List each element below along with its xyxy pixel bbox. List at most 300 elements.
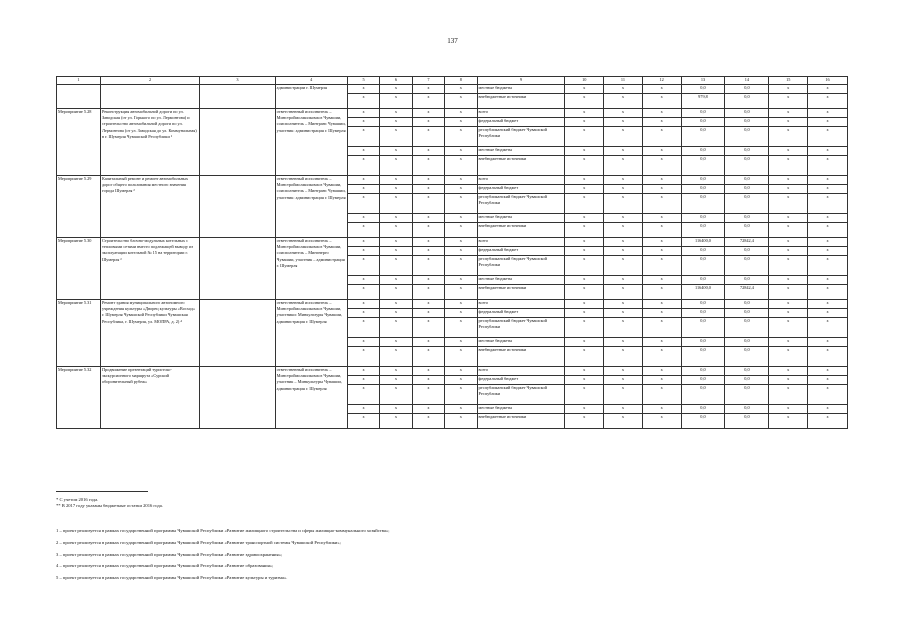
value-cell: х [380, 118, 412, 127]
funding-source: внебюджетные источники [477, 223, 565, 238]
value-cell: х [445, 238, 477, 247]
value-cell: х [604, 214, 643, 223]
value-cell: х [347, 338, 379, 347]
funding-source: всего [477, 109, 565, 118]
value-cell: х [445, 367, 477, 376]
value-cell: х [412, 176, 444, 185]
header-cell: 6 [380, 77, 412, 85]
value-cell: х [412, 127, 444, 147]
value-cell: х [347, 300, 379, 309]
footnote-rule [56, 491, 148, 492]
value-cell: х [642, 127, 681, 147]
measure-col4: ответственный исполнитель – Минстроймолжилкомхоз Чувашии, соисполнитель – Минтранс Чувашии, участник: администрация г. Шумерля [275, 176, 347, 238]
measure-col1: Мероприятие 5.31 [57, 300, 101, 367]
value-cell: х [642, 147, 681, 156]
measure-col4: администрации г. Шумерля [275, 85, 347, 109]
value-cell: х [604, 367, 643, 376]
value-cell: х [445, 109, 477, 118]
value-cell: х [380, 156, 412, 176]
value-cell: х [412, 109, 444, 118]
value-cell: х [808, 300, 848, 309]
value-cell: х [604, 414, 643, 429]
measure-col4: ответственный исполнитель – Минстроймолжилкомхоз Чувашии, соисполнитель – Минэнерго Чувашии, участник – администрация г. Шумерля [275, 238, 347, 300]
value-cell: х [642, 414, 681, 429]
value-cell: х [347, 94, 379, 109]
value-cell: х [412, 194, 444, 214]
value-cell: х [642, 118, 681, 127]
value-cell: х [445, 118, 477, 127]
value-cell: х [347, 276, 379, 285]
value-cell: х [769, 94, 808, 109]
value-cell: 0,0 [725, 405, 769, 414]
value-cell: х [565, 276, 604, 285]
value-cell: 0,0 [681, 309, 725, 318]
value-cell: х [604, 256, 643, 276]
value-cell: х [769, 109, 808, 118]
value-cell: х [642, 247, 681, 256]
funding-source: всего [477, 176, 565, 185]
value-cell: 0,0 [681, 109, 725, 118]
value-cell: х [604, 85, 643, 94]
value-cell: 0,0 [725, 214, 769, 223]
value-cell: 116400,0 [681, 285, 725, 300]
header-row [57, 77, 848, 85]
value-cell: х [769, 285, 808, 300]
value-cell: х [412, 309, 444, 318]
funding-source: местные бюджеты [477, 85, 565, 94]
value-cell: х [380, 300, 412, 309]
value-cell: х [412, 118, 444, 127]
value-cell: х [445, 176, 477, 185]
value-cell: х [380, 318, 412, 338]
value-cell: х [808, 118, 848, 127]
value-cell: х [642, 405, 681, 414]
value-cell: х [445, 256, 477, 276]
value-cell: х [445, 247, 477, 256]
value-cell: 979,8 [681, 94, 725, 109]
value-cell: х [412, 256, 444, 276]
value-cell: х [380, 309, 412, 318]
value-cell: х [565, 318, 604, 338]
value-cell: х [808, 376, 848, 385]
value-cell: х [604, 238, 643, 247]
value-cell: х [380, 94, 412, 109]
measure-col3 [200, 300, 275, 367]
value-cell: х [642, 256, 681, 276]
funding-source: внебюджетные источники [477, 285, 565, 300]
value-cell: х [642, 285, 681, 300]
table-row [57, 238, 848, 247]
value-cell: х [347, 309, 379, 318]
value-cell: х [808, 223, 848, 238]
value-cell: х [808, 309, 848, 318]
value-cell: х [412, 276, 444, 285]
funding-source: местные бюджеты [477, 405, 565, 414]
value-cell: х [565, 147, 604, 156]
value-cell: х [604, 247, 643, 256]
measure-col4: ответственный исполнитель – Минстроймолжилкомхоз Чувашии, соисполнитель – Минтранс Чувашии, участник: администрация г. Шумерля [275, 109, 347, 176]
value-cell: х [565, 214, 604, 223]
value-cell: х [642, 176, 681, 185]
funding-source: внебюджетные источники [477, 156, 565, 176]
funding-source: республиканский бюджет Чувашской Республики [477, 385, 565, 405]
value-cell: х [769, 147, 808, 156]
value-cell: 0,0 [681, 223, 725, 238]
value-cell: х [565, 347, 604, 367]
header-cell: 12 [642, 77, 681, 85]
value-cell: х [380, 338, 412, 347]
value-cell: х [769, 85, 808, 94]
value-cell: х [604, 156, 643, 176]
measure-col3 [200, 367, 275, 429]
value-cell: х [347, 285, 379, 300]
header-cell: 7 [412, 77, 444, 85]
value-cell: 0,0 [681, 338, 725, 347]
budget-table [56, 76, 848, 429]
value-cell: х [412, 147, 444, 156]
measure-col1: Мероприятие 5.32 [57, 367, 101, 429]
value-cell: х [604, 176, 643, 185]
value-cell: х [642, 223, 681, 238]
measure-col1: Мероприятие 5.30 [57, 238, 101, 300]
value-cell: х [347, 367, 379, 376]
value-cell: х [412, 385, 444, 405]
value-cell: х [347, 318, 379, 338]
value-cell: х [412, 405, 444, 414]
value-cell: х [412, 367, 444, 376]
funding-source: внебюджетные источники [477, 94, 565, 109]
value-cell: х [445, 156, 477, 176]
value-cell: х [604, 94, 643, 109]
value-cell: х [642, 238, 681, 247]
value-cell: х [380, 347, 412, 367]
program-note: 1 – проект реализуется в рамках государственной программы Чувашской Республики «Развитие жилищного строительства и сферы жилищно-коммунального хозяйства»; [56, 528, 390, 533]
funding-source: федеральный бюджет [477, 247, 565, 256]
value-cell: х [445, 223, 477, 238]
funding-source: федеральный бюджет [477, 185, 565, 194]
header-cell: 10 [565, 77, 604, 85]
value-cell: х [769, 318, 808, 338]
footnote: ** В 2017 году указаны бюджетные остатки 2016 года. [56, 503, 163, 508]
value-cell: х [445, 127, 477, 147]
value-cell: х [380, 367, 412, 376]
measure-col2: Строительство блочно-модульных котельных с тепловыми сетями вместо подлежащей выводу из эксплуатации котельной № 15 на территории г. Шумерля ³ [100, 238, 199, 300]
measure-col2: Реконструкция автомобильной дороги по ул. Заводская (от ул. Горького по ул. Лермонтова) и строительство автомобильной дороги по ул. Лермонтова (от ул. Заводская до ул. Коммунальная) в г. Шумерля Чувашской Республики ¹ [100, 109, 199, 176]
value-cell: х [445, 285, 477, 300]
value-cell: 0,0 [681, 385, 725, 405]
value-cell: х [642, 156, 681, 176]
value-cell: х [808, 247, 848, 256]
value-cell: 0,0 [681, 318, 725, 338]
table-row [57, 85, 848, 94]
value-cell: х [445, 318, 477, 338]
value-cell: х [347, 414, 379, 429]
value-cell: х [445, 385, 477, 405]
funding-source: местные бюджеты [477, 214, 565, 223]
value-cell: х [347, 385, 379, 405]
value-cell: х [642, 276, 681, 285]
value-cell: х [565, 94, 604, 109]
value-cell: х [808, 156, 848, 176]
value-cell: х [347, 194, 379, 214]
value-cell: х [769, 247, 808, 256]
value-cell: х [445, 309, 477, 318]
value-cell: х [565, 176, 604, 185]
header-cell: 3 [200, 77, 275, 85]
value-cell: х [380, 256, 412, 276]
value-cell: х [642, 309, 681, 318]
value-cell: 0,0 [725, 185, 769, 194]
header-cell: 14 [725, 77, 769, 85]
value-cell: х [380, 223, 412, 238]
value-cell: х [445, 347, 477, 367]
value-cell: 0,0 [681, 176, 725, 185]
value-cell: х [445, 194, 477, 214]
measure-col2: Продвижение презентаций туристско-экскурсионного маршрута «Сурский оборонительный рубеж» [100, 367, 199, 429]
value-cell: х [445, 276, 477, 285]
value-cell: х [445, 405, 477, 414]
value-cell: х [347, 118, 379, 127]
value-cell: х [808, 109, 848, 118]
value-cell: х [808, 214, 848, 223]
value-cell: х [808, 318, 848, 338]
value-cell: х [565, 118, 604, 127]
value-cell: х [642, 376, 681, 385]
funding-source: федеральный бюджет [477, 118, 565, 127]
value-cell: х [808, 367, 848, 376]
value-cell: 0,0 [681, 405, 725, 414]
value-cell: х [769, 376, 808, 385]
value-cell: х [808, 347, 848, 367]
value-cell: х [445, 338, 477, 347]
value-cell: х [604, 194, 643, 214]
funding-source: республиканский бюджет Чувашской Республики [477, 194, 565, 214]
value-cell: х [604, 109, 643, 118]
value-cell: х [769, 414, 808, 429]
header-cell: 8 [445, 77, 477, 85]
value-cell: х [808, 405, 848, 414]
measure-col4: ответственный исполнитель – Минстроймолжилкомхоз Чувашии, участник – Минкультуры Чувашии, администрация г. Шумерля [275, 367, 347, 429]
value-cell: 0,0 [725, 300, 769, 309]
value-cell: х [380, 109, 412, 118]
value-cell: х [380, 214, 412, 223]
value-cell: х [565, 238, 604, 247]
value-cell: х [412, 214, 444, 223]
value-cell: х [380, 85, 412, 94]
value-cell: х [565, 109, 604, 118]
value-cell: х [380, 176, 412, 185]
value-cell: х [347, 176, 379, 185]
value-cell: х [769, 194, 808, 214]
value-cell: х [604, 318, 643, 338]
value-cell: х [445, 300, 477, 309]
value-cell: 0,0 [725, 223, 769, 238]
value-cell: 0,0 [725, 376, 769, 385]
value-cell: 0,0 [681, 256, 725, 276]
value-cell: х [412, 338, 444, 347]
value-cell: 0,0 [681, 156, 725, 176]
value-cell: х [565, 256, 604, 276]
value-cell: 0,0 [725, 338, 769, 347]
value-cell: 0,0 [725, 94, 769, 109]
value-cell: х [565, 194, 604, 214]
value-cell: х [769, 176, 808, 185]
value-cell: х [565, 405, 604, 414]
value-cell: 0,0 [681, 347, 725, 367]
value-cell: х [347, 147, 379, 156]
value-cell: х [769, 256, 808, 276]
measure-col3 [200, 176, 275, 238]
value-cell: х [565, 385, 604, 405]
value-cell: 0,0 [725, 247, 769, 256]
value-cell: х [604, 285, 643, 300]
header-cell: 11 [604, 77, 643, 85]
funding-source: всего [477, 300, 565, 309]
header-cell: 4 [275, 77, 347, 85]
value-cell: 0,0 [725, 156, 769, 176]
value-cell: х [642, 109, 681, 118]
value-cell: х [445, 147, 477, 156]
value-cell: х [347, 109, 379, 118]
value-cell: х [808, 176, 848, 185]
value-cell: х [347, 405, 379, 414]
value-cell: х [769, 185, 808, 194]
table-row [57, 300, 848, 309]
value-cell: х [769, 223, 808, 238]
table-row [57, 176, 848, 185]
value-cell: х [380, 276, 412, 285]
value-cell: х [565, 223, 604, 238]
value-cell: х [808, 185, 848, 194]
value-cell: х [565, 414, 604, 429]
value-cell: х [412, 285, 444, 300]
value-cell: х [347, 347, 379, 367]
value-cell: х [412, 376, 444, 385]
value-cell: х [445, 94, 477, 109]
value-cell: х [565, 367, 604, 376]
value-cell: х [347, 247, 379, 256]
value-cell: х [642, 385, 681, 405]
value-cell: 0,0 [725, 85, 769, 94]
value-cell: х [445, 185, 477, 194]
funding-source: всего [477, 238, 565, 247]
value-cell: х [604, 338, 643, 347]
value-cell: х [565, 85, 604, 94]
header-cell: 5 [347, 77, 379, 85]
value-cell: 0,0 [681, 300, 725, 309]
value-cell: х [808, 285, 848, 300]
value-cell: 0,0 [725, 176, 769, 185]
footnote: * С учетом 2016 года. [56, 497, 99, 502]
measure-col3 [200, 85, 275, 109]
value-cell: 0,0 [681, 276, 725, 285]
value-cell: х [412, 156, 444, 176]
funding-source: внебюджетные источники [477, 414, 565, 429]
value-cell: х [769, 276, 808, 285]
value-cell: х [642, 300, 681, 309]
value-cell: х [445, 414, 477, 429]
program-note: 4 – проект реализуется в рамках государственной программы Чувашской Республики «Развитие образования»; [56, 563, 274, 568]
value-cell: х [642, 194, 681, 214]
value-cell: х [380, 127, 412, 147]
value-cell: х [347, 85, 379, 94]
value-cell: х [769, 367, 808, 376]
value-cell: х [642, 318, 681, 338]
funding-source: республиканский бюджет Чувашской Республики [477, 256, 565, 276]
value-cell: 0,0 [725, 194, 769, 214]
measure-col2: Ремонт здания муниципального автономного учреждения культуры «Дворец культуры «Восход» г. Шумерля Чувашской Республики Чувашская Республика, г. Шумерля, ул. МОПРА, д. 2) ⁴ [100, 300, 199, 367]
value-cell: 0,0 [725, 256, 769, 276]
value-cell: 0,0 [725, 318, 769, 338]
value-cell: х [604, 147, 643, 156]
value-cell: х [769, 127, 808, 147]
value-cell: х [380, 285, 412, 300]
value-cell: х [808, 385, 848, 405]
value-cell: 0,0 [681, 85, 725, 94]
funding-source: федеральный бюджет [477, 376, 565, 385]
funding-source: всего [477, 367, 565, 376]
value-cell: х [642, 85, 681, 94]
value-cell: х [565, 185, 604, 194]
value-cell: 0,0 [681, 118, 725, 127]
value-cell: х [769, 309, 808, 318]
value-cell: х [642, 94, 681, 109]
value-cell: х [769, 238, 808, 247]
measure-col1 [57, 85, 101, 109]
value-cell: х [380, 385, 412, 405]
value-cell: х [808, 414, 848, 429]
value-cell: 0,0 [725, 347, 769, 367]
value-cell: 0,0 [681, 194, 725, 214]
value-cell: х [642, 347, 681, 367]
value-cell: х [808, 147, 848, 156]
value-cell: х [380, 147, 412, 156]
value-cell: 72842,4 [725, 285, 769, 300]
measure-col3 [200, 109, 275, 176]
value-cell: 0,0 [681, 147, 725, 156]
value-cell: х [604, 276, 643, 285]
value-cell: х [565, 338, 604, 347]
value-cell: 0,0 [681, 247, 725, 256]
value-cell: х [347, 127, 379, 147]
header-cell: 2 [100, 77, 199, 85]
measure-col1: Мероприятие 5.29 [57, 176, 101, 238]
value-cell: х [412, 247, 444, 256]
table-row [57, 109, 848, 118]
value-cell: х [769, 214, 808, 223]
header-cell: 9 [477, 77, 565, 85]
value-cell: х [565, 300, 604, 309]
value-cell: х [808, 85, 848, 94]
funding-source: федеральный бюджет [477, 309, 565, 318]
value-cell: 0,0 [725, 309, 769, 318]
value-cell: 0,0 [681, 214, 725, 223]
funding-source: республиканский бюджет Чувашской Республики [477, 318, 565, 338]
value-cell: х [604, 385, 643, 405]
value-cell: х [604, 185, 643, 194]
value-cell: х [604, 347, 643, 367]
funding-source: местные бюджеты [477, 338, 565, 347]
funding-source: местные бюджеты [477, 276, 565, 285]
funding-source: местные бюджеты [477, 147, 565, 156]
value-cell: 0,0 [725, 147, 769, 156]
value-cell: х [808, 338, 848, 347]
value-cell: х [412, 94, 444, 109]
value-cell: х [445, 85, 477, 94]
value-cell: х [808, 238, 848, 247]
program-note: 2 – проект реализуется в рамках государственной программы Чувашской Республики «Развитие транспортной системы Чувашской Республики»; [56, 540, 341, 545]
funding-source: внебюджетные источники [477, 347, 565, 367]
